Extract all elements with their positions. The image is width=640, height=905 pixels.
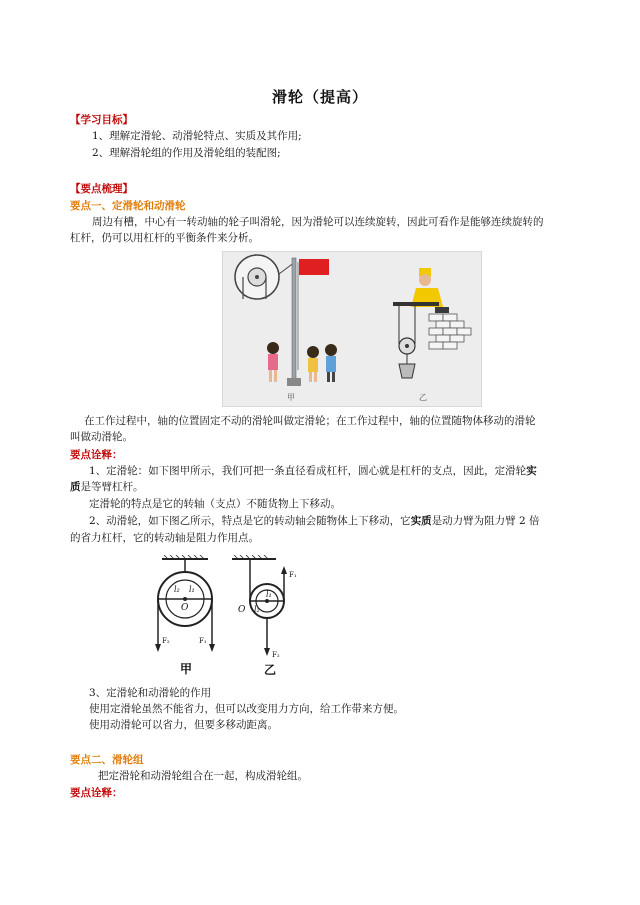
pulley-diagram: [150, 555, 310, 685]
diagram-caption-left: 甲: [180, 662, 193, 676]
explain-item-1-text: 1、定滑轮：如下图甲所示，我们可把一条直径看成杠杆，圆心就是杠杆的支点，因此，定滑轮: [89, 465, 527, 477]
flag-and-worker-illustration: [223, 252, 481, 406]
left-f1-label: F₁: [199, 637, 207, 645]
explain-item-1-text-2: 是等臂杠杆。: [80, 481, 144, 493]
right-l1-label: l₁: [266, 590, 272, 599]
emphasis-shizhi: 实质: [410, 515, 432, 527]
right-l2-label: l₂: [254, 605, 260, 614]
explain-item-2-line1: [89, 514, 540, 528]
objective-item-1: 1、理解定滑轮、动滑轮特点、实质及其作用;: [92, 130, 302, 142]
point1-explain-heading: 要点诠释：: [70, 449, 123, 461]
explain-item-2-text: 2、动滑轮，如下图乙所示，特点是它的转动轴会随物体上下移动，它: [89, 515, 411, 527]
right-f2-label: F₂: [272, 651, 280, 659]
pulley-diagram-svg: [150, 555, 310, 685]
point2-heading: 要点二、滑轮组: [70, 754, 144, 766]
point1-para1-line2: 杠杆，仍可以用杠杆的平衡条件来分析。: [70, 232, 259, 244]
explain-item-2-text-2: 是动力臂为阻力臂 2 倍: [431, 515, 540, 527]
explain-item-2-line2: 的省力杠杆，它的转动轴是阻力作用点。: [70, 532, 259, 544]
photo-label-right: 乙: [419, 393, 427, 402]
diagram-caption-right: 乙: [264, 663, 277, 677]
photo-label-left: 甲: [287, 393, 295, 402]
page-title: 滑轮（提高）: [271, 88, 368, 106]
emphasis-zhi: 质: [70, 481, 81, 493]
emphasis-shi: 实: [526, 465, 537, 477]
summary-heading: 【要点梳理】: [70, 183, 133, 195]
point2-explain-heading: 要点诠释：: [70, 787, 123, 799]
point1-para2-line1: 在工作过程中，轴的位置固定不动的滑轮叫做定滑轮；在工作过程中，轴的位置随物体移动的滑轮: [84, 415, 536, 427]
explain-item-3-line1: 使用定滑轮虽然不能省力，但可以改变用力方向，给工作带来方便。: [89, 703, 404, 715]
explain-item-3-line2: 使用动滑轮可以省力，但要多移动距离。: [89, 719, 278, 731]
left-l2-label: l₂: [174, 585, 180, 594]
point1-para1-line1: 周边有槽，中心有一转动轴的轮子叫滑轮，因为滑轮可以连续旋转，因此可看作是能够连续旋转的: [92, 216, 544, 228]
explain-item-1-line1: [89, 464, 537, 478]
point1-para2-line2: 叫做动滑轮。: [70, 431, 133, 443]
objectives-heading: 【学习目标】: [70, 114, 133, 126]
point1-heading: 要点一、定滑轮和动滑轮: [70, 200, 186, 212]
left-pivot-label: O: [181, 603, 189, 613]
point2-para: 把定滑轮和动滑轮组合在一起，构成滑轮组。: [98, 770, 308, 782]
explain-item-1-line2: [70, 480, 144, 494]
pulley-illustration: [222, 251, 482, 407]
explain-item-3-heading: 3、定滑轮和动滑轮的作用: [89, 687, 212, 699]
objective-item-2: 2、理解滑轮组的作用及滑轮组的装配图;: [92, 147, 281, 159]
right-pivot-label: O: [238, 605, 246, 615]
left-f2-label: F₂: [162, 637, 170, 645]
right-f1-label: F₁: [289, 571, 297, 579]
explain-item-1-line3: 定滑轮的特点是它的转轴（支点）不随货物上下移动。: [89, 498, 341, 510]
left-l1-label: l₁: [189, 585, 195, 594]
